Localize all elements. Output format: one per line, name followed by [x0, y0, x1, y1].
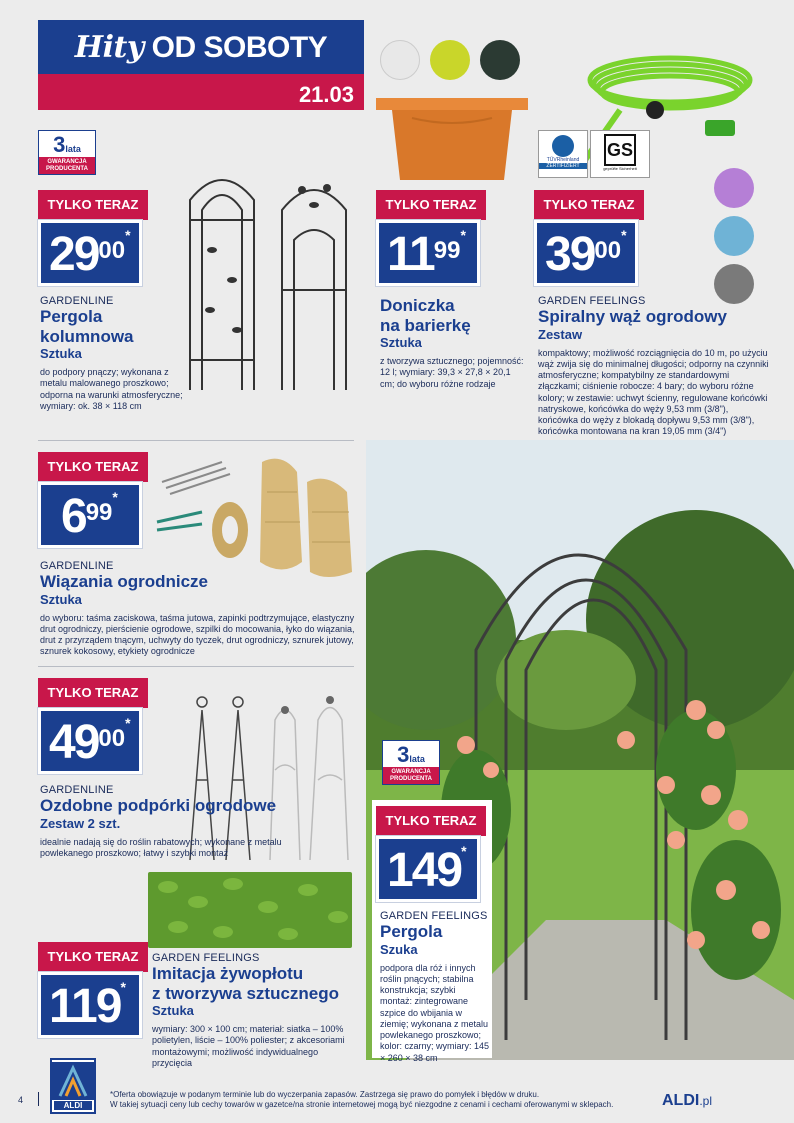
- pot-color-white: [380, 40, 420, 80]
- product-info-waz: GARDEN FEELINGS Spiralny wąż ogrodowy Zestaw kompaktowy; możliwość rozciągnięcia do 10 m, po użyciu wąż zwija się do minimalnej długości; odporny na czynniki atmosferyczne; kompatybilny ze standardowymi złączkami; ciśnienie robocze: 4 bary; do wyboru różne kolory; w zestawie: uchwyt ścienny, regulowane końcówki natryskowe, końcówka do węży 9,53 mm (3/8"), końcówka do węży z blokadą dopływu 9,53 mm (3/8"), końcówka montowana na kran 19,05 mm (3/4"): [538, 295, 769, 437]
- aldi-a-icon: [52, 1062, 94, 1100]
- pot-color-options: [380, 40, 530, 80]
- only-now-badge: TYLKO TERAZ: [376, 806, 486, 836]
- pot-color-lime: [430, 40, 470, 80]
- price-box: 2900*: [38, 220, 142, 286]
- section-divider: [38, 440, 354, 441]
- hose-color-blue: [714, 216, 754, 256]
- only-now-badge: TYLKO TERAZ: [534, 190, 644, 220]
- price-box: 1199*: [376, 220, 480, 286]
- product-info-podporki: GARDENLINE Ozdobne podpórki ogrodowe Zestaw 2 szt. idealnie nadają się do roślin rabatowych; wykonane z metalu powlekanego proszkowo; łatwy i szybki montaż: [40, 784, 282, 858]
- warranty-badge: 3lata GWARANCJA PRODUCENTA: [382, 740, 440, 785]
- price-box: 149*: [376, 836, 480, 902]
- pot-color-dark: [480, 40, 520, 80]
- price-box: 4900*: [38, 708, 142, 774]
- product-info-zywoplot: GARDEN FEELINGS Imitacja żywopłotu z tworzywa sztucznego Sztuka wymiary: 300 × 100 cm; materiał: siatka – 100% polietylen, liście – 100% poliester; z akcesoriami montażowymi; możliwość indywidualnego przycięcia: [152, 952, 345, 1068]
- artificial-hedge-image: [148, 872, 352, 948]
- hose-color-purple: [714, 168, 754, 208]
- section-divider: [38, 666, 354, 667]
- product-info-wiazania: GARDENLINE Wiązania ogrodnicze Sztuka do wyboru: taśma zaciskowa, taśma jutowa, zapinki podtrzymujące, elastyczny drut ogrodniczy, pierścienie ogrodowe, szpilki do mocowania, łyko do wiązania, drut z przyrządem tnącym, uchwyty do tyczek, drut ogrodniczy, sznurek jutowy, sznurek kokosowy, etykiety ogrodnicze: [40, 560, 355, 657]
- warranty-badge: 3lata GWARANCJA PRODUCENTA: [38, 130, 96, 175]
- only-now-badge: TYLKO TERAZ: [38, 452, 148, 482]
- header-date: 21.03: [298, 82, 354, 107]
- only-now-badge: TYLKO TERAZ: [376, 190, 486, 220]
- aldi-logo: ALDI: [50, 1058, 96, 1114]
- price-box: 699*: [38, 482, 142, 548]
- product-info-pergola: GARDEN FEELINGS Pergola Szuka podpora dla róż i innych roślin pnących; stabilna konstrukcja; szybki montaż: zintegrowane szpice do wbijania w ziemię; wykonana z metalu powlekanego proszkowo; kolor: czarny; wymiary: 145 × 260 × 38 cm: [380, 910, 490, 1063]
- price-box: 119*: [38, 972, 142, 1038]
- product-info-doniczka: Doniczka na barierkę Sztuka z tworzywa sztucznego; pojemność: 12 l; wymiary: 39,3 × 27,8 × 20,1 cm; do wyboru różne rodzaje: [380, 296, 524, 389]
- title-script: Hity: [74, 30, 144, 65]
- price-box: 3900*: [534, 220, 638, 286]
- only-now-badge: TYLKO TERAZ: [38, 190, 148, 220]
- only-now-badge: TYLKO TERAZ: [38, 678, 148, 708]
- railing-pot-image: [372, 88, 532, 188]
- footer-separator: [38, 1092, 39, 1106]
- aldi-website[interactable]: ALDI.pl: [662, 1092, 713, 1109]
- only-now-badge: TYLKO TERAZ: [38, 942, 148, 972]
- title-main: OD SOBOTY: [151, 31, 328, 64]
- tuv-logo-icon: [552, 135, 574, 157]
- page-number: 4: [18, 1095, 24, 1105]
- page-title: [38, 30, 364, 65]
- product-info-pergola-kolumnowa: GARDENLINE Pergola kolumnowa Sztuka do podpory pnączy; wykonana z metalu malowanego proszkowo; odporna na warunki atmosferyczne; wymiary: ok. 38 × 118 cm: [40, 295, 183, 411]
- footer-disclaimer: *Oferta obowiązuje w podanym terminie lub do wyczerpania zapasów. Zastrzega się prawo do pomyłek i błędów w druku. W takiej sytuacji ceny lub cechy towarów w gazetce/na stronie internetowej mogą być niezgodne z cenami i cechami oferowanymi w sklepach.: [110, 1090, 614, 1110]
- column-pergola-image: [182, 160, 362, 400]
- gs-certificate: GS geprüfte Sicherheit: [590, 130, 650, 178]
- tuv-certificate: TÜVRheinland ZERTIFIZIERT: [538, 130, 588, 178]
